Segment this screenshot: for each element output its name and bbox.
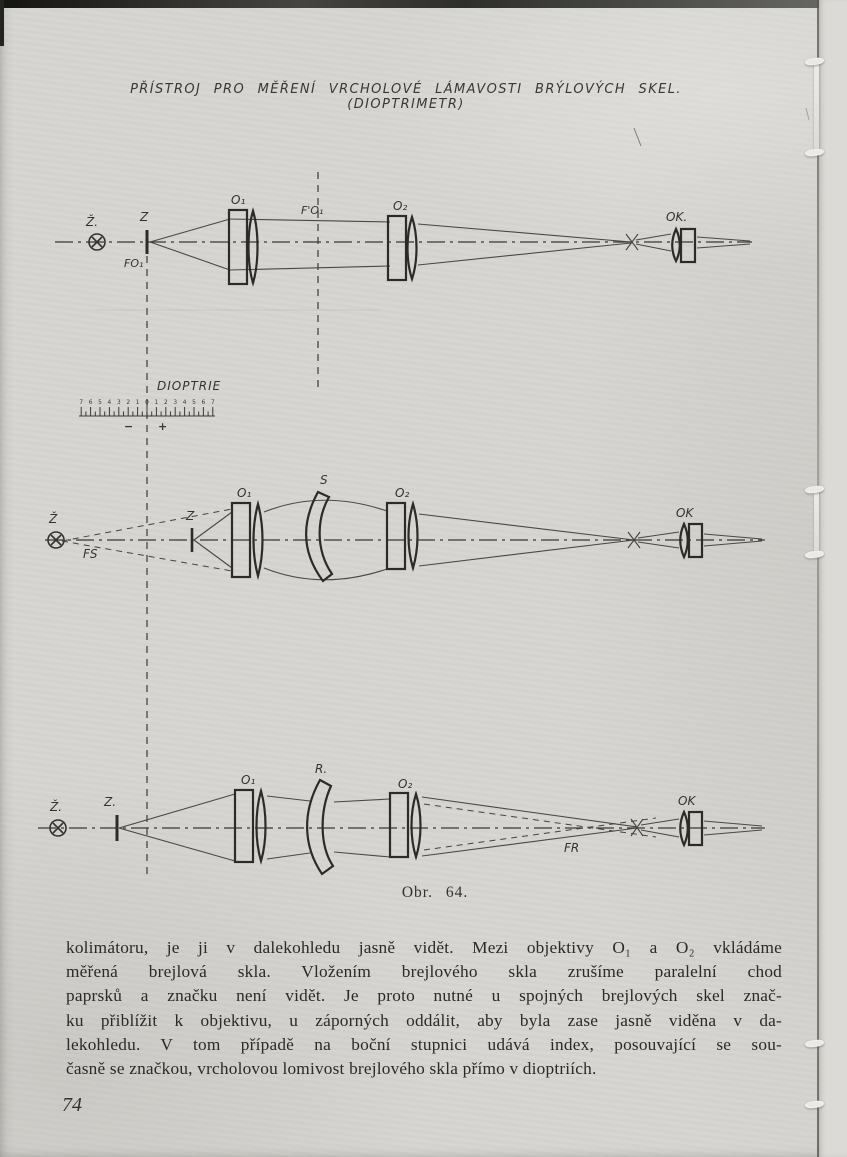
diagram-converging-lens [45,473,765,581]
objective-lens-2 [388,216,417,280]
lens2-label: O₂ [393,199,408,213]
plus-sign: + [158,420,168,433]
svg-text:2: 2 [163,400,168,406]
svg-text:4: 4 [182,400,187,406]
objective-lens-2 [387,503,418,569]
svg-text:1: 1 [154,400,159,406]
eyepiece-label: OK [676,506,694,520]
focus-prime-label: F'O₁ [301,204,324,217]
paragraph-line: měřená brejlová skla. Vložením brejlového skla zrušíme paralelní chod [66,962,782,982]
lens1-label: O₁ [237,486,252,500]
svg-text:5: 5 [192,400,196,406]
eyepiece [672,229,695,262]
svg-text:3: 3 [173,400,178,406]
spectacle-lens-label: S [320,473,328,487]
eyepiece-label: OK [678,794,696,808]
objective-lens-1 [229,210,258,284]
lens2-label: O₂ [395,486,410,500]
svg-text:4: 4 [107,400,112,406]
source-label: Ž. [50,800,63,814]
virtual-rays [424,804,656,850]
svg-text:6: 6 [201,400,206,406]
scale-ticks [79,405,215,416]
lens1-label: O₁ [231,193,246,207]
svg-text:3: 3 [116,400,121,406]
svg-text:7: 7 [210,400,215,406]
page-number: 74 [62,1094,82,1116]
svg-text:7: 7 [79,400,84,406]
lens2-label: O₂ [398,777,413,791]
mark-label: Z [140,210,149,224]
spectacle-lens-diverging [307,780,333,874]
figure-title: PŘÍSTROJ PRO MĚŘENÍ VRCHOLOVÉ LÁMAVOSTI BRÝLOVÝCH SKEL. (DIOPTRIMETR) [130,82,682,112]
virtual-focus-label: FR [564,841,580,855]
paragraph-line: časně se značkou, vrcholovou lomivost brejlového skla přímo v dioptriích. [66,1059,597,1079]
eyepiece-label: OK. [666,210,688,224]
mark-label: Z [186,509,195,523]
svg-text:6: 6 [88,400,93,406]
figure-caption: Obr. 64. [401,884,469,901]
objective-lens-1 [235,790,266,862]
dioptre-scale [79,379,221,433]
diagram-collimator-telescope [55,193,752,284]
scale-numbers [79,400,215,406]
light-rays [150,219,750,270]
lens1-label: O₁ [241,773,256,787]
objective-lens-2 [390,793,421,857]
svg-text:5: 5 [98,400,102,406]
virtual-focus-label: FS [83,547,98,561]
paragraph-line: lekohledu. V tom případě na boční stupnici udává index, posouvající se sou- [66,1034,782,1054]
focus-label: FO₁ [124,257,144,270]
body-paragraph [66,936,782,1081]
spectacle-lens-label: R. [315,762,328,776]
svg-text:1: 1 [135,400,140,406]
svg-text:2: 2 [126,400,131,406]
paragraph-line: paprsků a značku není vidět. Je proto nutné u spojných brejlových skel znač- [66,986,782,1006]
scale-title: DIOPTRIE [157,379,222,393]
source-label: Ž [49,512,58,526]
paragraph-line: kolimátoru, je ji v dalekohledu jasně vidět. Mezi objektivy O₁ a O₂ vkládáme [66,938,782,957]
svg-text:0: 0 [145,400,149,406]
paragraph-line: ku přiblížit k objektivu, u záporných oddálit, aby byla zase jasně viděna v da- [66,1010,782,1030]
scan-artifacts [95,108,809,310]
mark-label: Z. [104,795,117,809]
spectacle-lens-converging [306,492,332,581]
minus-sign: − [124,420,134,433]
source-label: Ž. [86,215,99,229]
